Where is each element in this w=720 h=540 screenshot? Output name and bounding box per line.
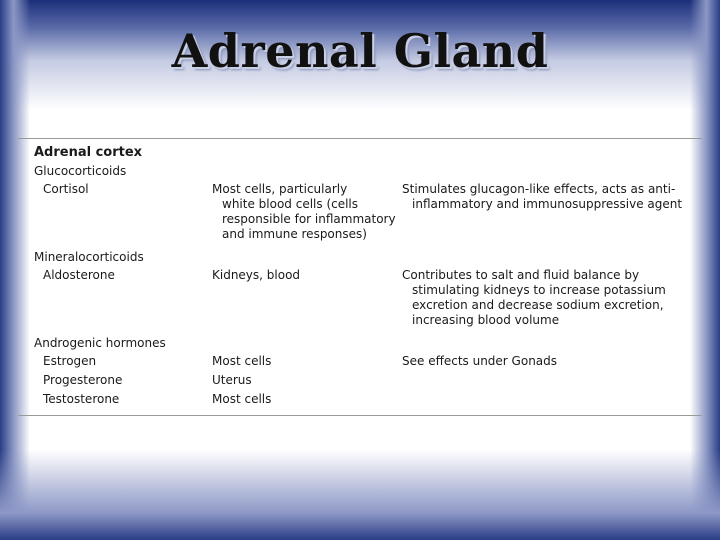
effect-cell	[402, 268, 692, 328]
effect-line: increasing blood volume	[412, 313, 560, 327]
hormone-cell: Progesterone	[43, 373, 123, 387]
effect-line: inflammatory and immunosuppressive agent	[412, 197, 683, 211]
target-cell	[212, 392, 402, 407]
table-row	[18, 266, 702, 330]
effect-line: stimulating kidneys to increase potassium	[412, 283, 666, 297]
table-row	[18, 371, 702, 390]
slide-background-bottom	[0, 450, 720, 540]
effect-line: Contributes to salt and fluid balance by	[402, 268, 640, 282]
effect-cell	[402, 392, 692, 407]
hormone-cell: Cortisol	[43, 182, 89, 196]
effect-cell	[402, 354, 692, 369]
effect-line: Stimulates glucagon-like effects, acts as anti-	[402, 182, 676, 196]
slide-title: Adrenal Gland	[171, 24, 549, 78]
target-line: Most cells	[212, 354, 272, 368]
target-line: responsible for inflammatory	[222, 212, 396, 226]
table-row	[18, 180, 702, 244]
hormone-cell: Testosterone	[43, 392, 120, 406]
target-line: and immune responses)	[222, 227, 367, 241]
target-line: white blood cells (cells	[222, 197, 359, 211]
hormone-cell: Aldosterone	[43, 268, 115, 282]
effect-cell	[402, 182, 692, 242]
target-cell	[212, 373, 402, 388]
group-header: Androgenic hormones	[34, 336, 166, 350]
table-row	[18, 352, 702, 371]
target-cell	[212, 354, 402, 369]
group-header: Glucocorticoids	[34, 164, 127, 178]
effect-cell	[402, 373, 692, 388]
hormone-table	[18, 138, 702, 416]
hormone-cell: Estrogen	[43, 354, 97, 368]
target-line: Kidneys, blood	[212, 268, 301, 282]
target-cell	[212, 268, 402, 328]
target-line: Uterus	[212, 373, 252, 387]
section-header: Adrenal cortex	[34, 145, 143, 160]
target-cell	[212, 182, 402, 242]
hormone-groups	[18, 162, 702, 409]
target-line: Most cells	[212, 392, 272, 406]
table-row	[18, 390, 702, 409]
group-header: Mineralocorticoids	[34, 250, 144, 264]
target-line: Most cells, particularly	[212, 182, 348, 196]
effect-line: excretion and decrease sodium excretion,	[412, 298, 664, 312]
effect-line: See effects under Gonads	[402, 354, 558, 368]
